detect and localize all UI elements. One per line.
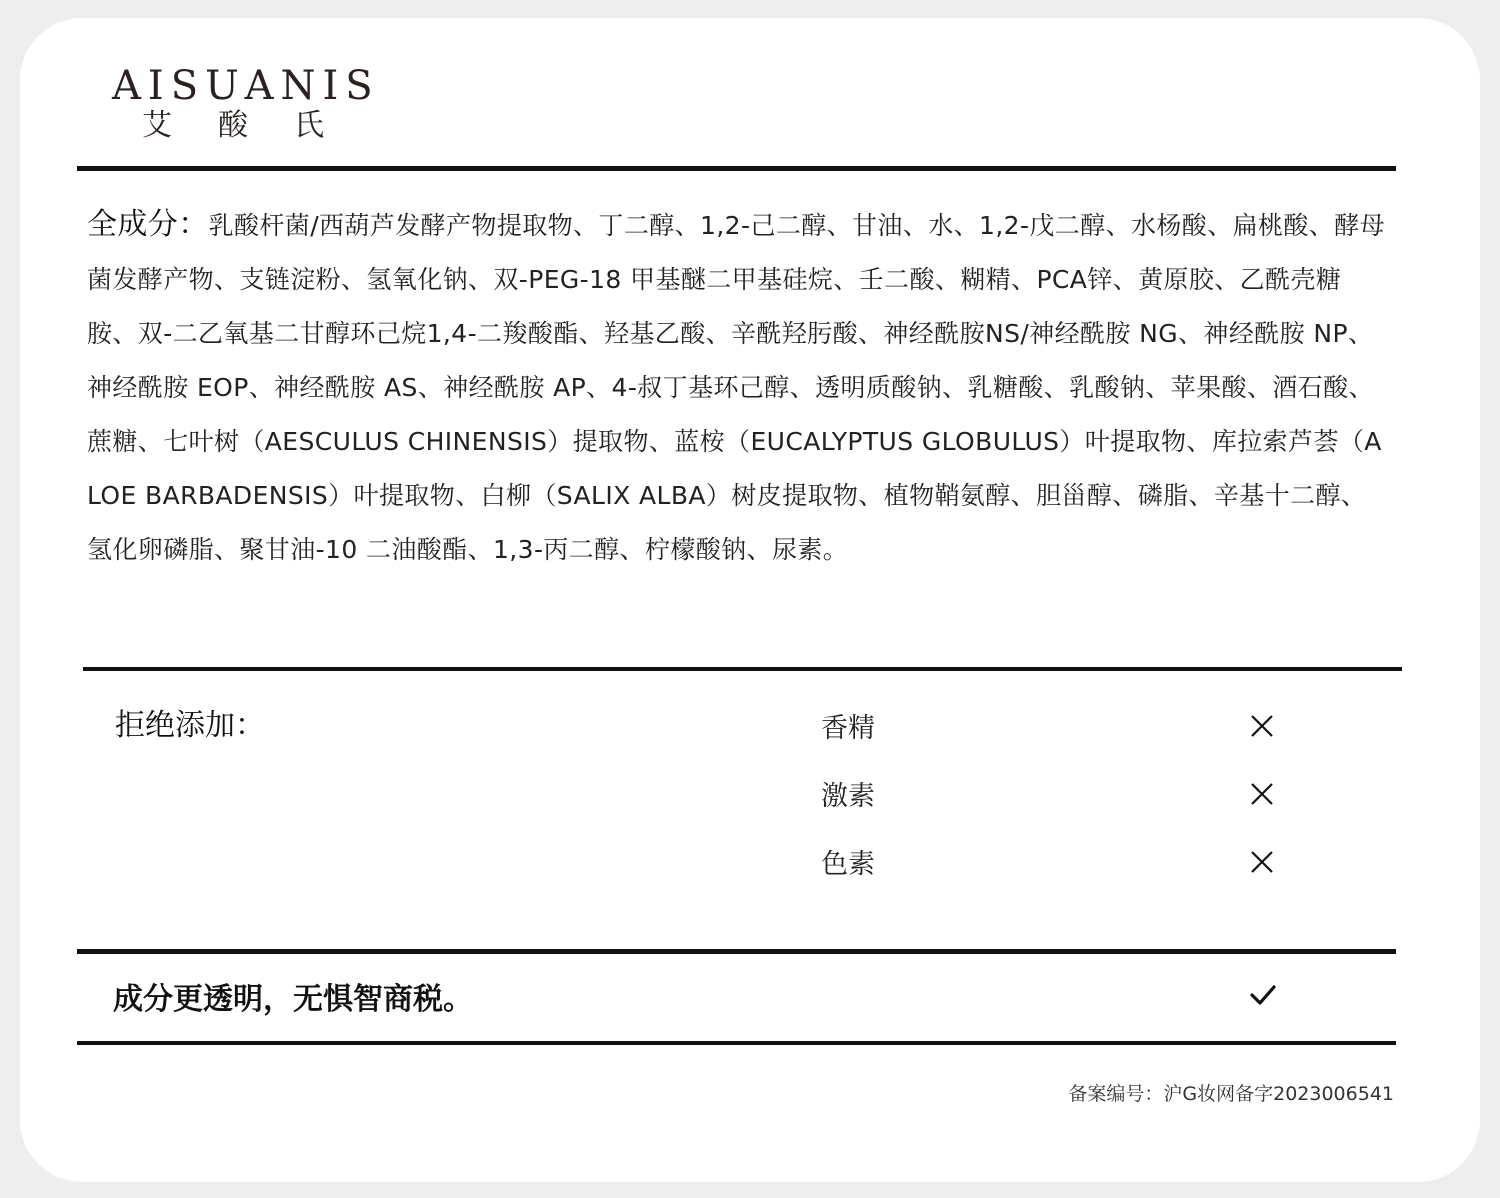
ingredient-card — [20, 18, 1480, 1182]
ingredients-text: 乳酸杆菌/西葫芦发酵产物提取物、丁二醇、1,2-己二醇、甘油、水、1,2-戊二醇、水杨酸、扁桃酸、酵母菌发酵产物、支链淀粉、氢氧化钠、双-PEG-18 甲基醚二甲基硅烷、壬二酸、糊精、PCA锌、黄原胶、乙酰壳糖胺、双-二乙氧基二甘醇环己烷1,4-二羧酸酯、羟基乙酸、辛酰羟肟酸、神经酰胺NS/神经酰胺 NG、神经酰胺 NP、神经酰胺 EOP、神经酰胺 AS、神经酰胺 AP、4-叔丁基环己醇、透明质酸钠、乳糖酸、乳酸钠、苹果酸、酒石酸、蔗糖、七叶树（AESCULUS CHINENSIS）提取物、蓝桉（EUCALYPTUS GLOBULUS）叶提取物、库拉索芦荟（ALOE BARBADENSIS）叶提取物、白柳（SALIX ALBA）树皮提取物、植物鞘氨醇、胆甾醇、磷脂、辛基十二醇、氢化卵磷脂、聚甘油-10 二油酸酯、1,3-丙二醇、柠檬酸钠、尿素。 — [87, 211, 1385, 564]
ingredients-label: 全成分： — [87, 207, 209, 242]
check-icon — [1250, 984, 1276, 1006]
refuse-row — [821, 768, 1301, 836]
divider-top — [77, 166, 1396, 171]
divider-slogan-bottom — [77, 1041, 1396, 1045]
x-icon — [1250, 850, 1274, 874]
brand-name-cn: 艾酸氏 — [142, 108, 370, 143]
x-icon — [1250, 714, 1274, 738]
refuse-label: 拒绝添加： — [115, 708, 265, 743]
refuse-item-hormone: 激素 — [821, 781, 875, 812]
refuse-list — [821, 700, 1301, 904]
x-icon — [1250, 782, 1274, 806]
divider-slogan-top — [77, 949, 1396, 954]
record-number: 备案编号：沪G妆网备字2023006541 — [1068, 1083, 1394, 1105]
ingredients-section — [87, 198, 1387, 577]
divider-ingredients — [83, 667, 1402, 671]
refuse-item-pigment: 色素 — [821, 849, 875, 880]
refuse-row — [821, 700, 1301, 768]
refuse-row — [821, 836, 1301, 904]
slogan-text: 成分更透明，无惧智商税。 — [113, 982, 473, 1017]
refuse-item-fragrance: 香精 — [821, 713, 875, 744]
brand-logo — [112, 63, 380, 143]
brand-name-en: AISUANIS — [112, 63, 380, 109]
